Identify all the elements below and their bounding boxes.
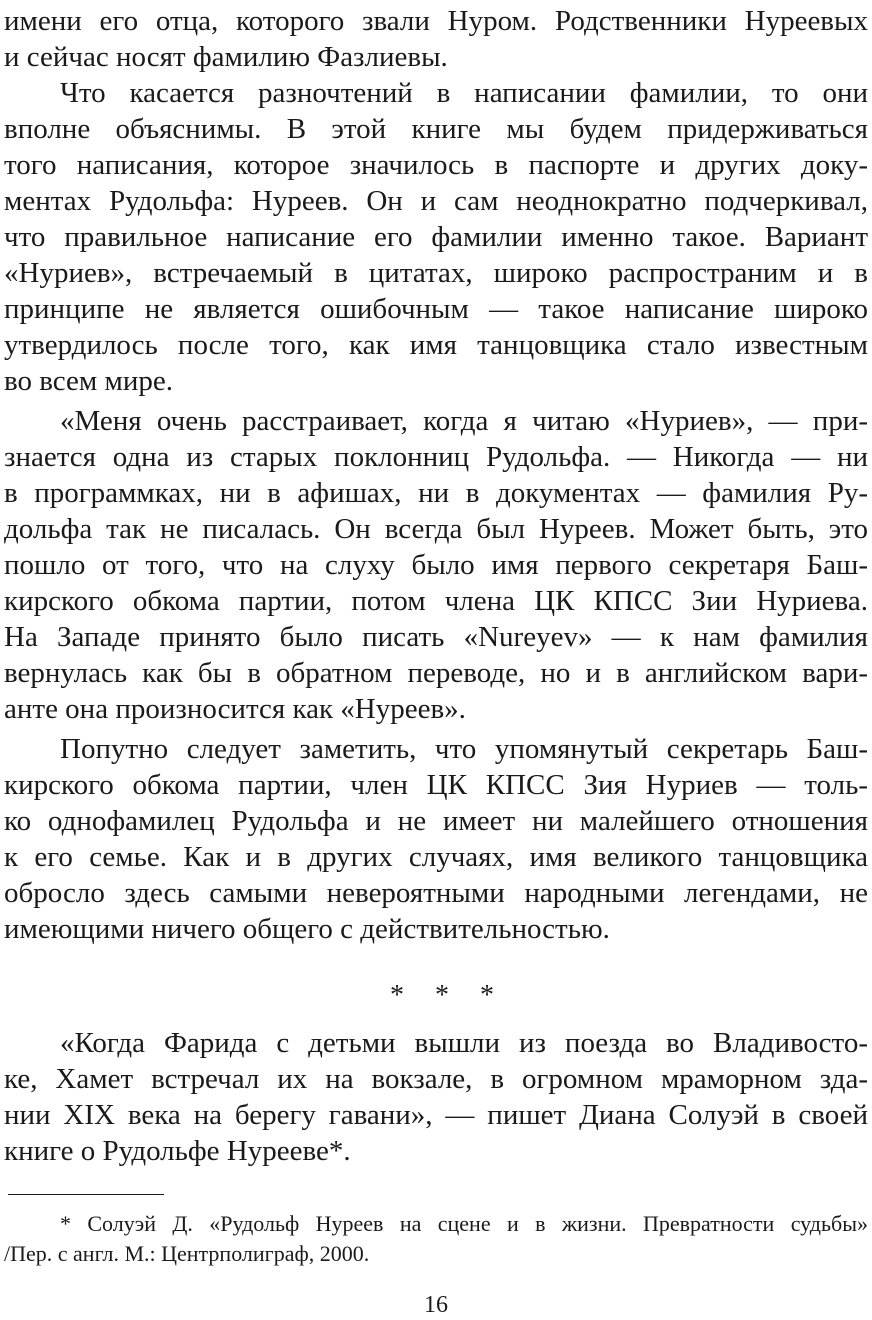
page-number: 16 xyxy=(424,1292,448,1318)
text-line: кирского обкома партии, член ЦК КПСС Зия Нуриев — толь- xyxy=(4,769,868,801)
text-line: нии XIX века на берегу гавани», — пишет Диана Солуэй в своей xyxy=(4,1099,868,1131)
text-line: кирского обкома партии, потом члена ЦК КПСС Зии Нуриева. xyxy=(4,585,868,617)
text-line: во всем мире. xyxy=(4,365,173,397)
text-line: что правильное написание его фамилии именно такое. Вариант xyxy=(4,221,868,253)
text-line: дольфа так не писалась. Он всегда был Нуреев. Может быть, это xyxy=(4,513,868,545)
text-line: имеющими ничего общего с действительностью. xyxy=(4,913,610,945)
text-line: того написания, которое значилось в паспорте и других доку- xyxy=(4,149,868,181)
text-line: ментах Рудольфа: Нуреев. Он и сам неоднократно подчеркивал, xyxy=(4,185,868,217)
text-line: вполне объяснимы. В этой книге мы будем придерживаться xyxy=(4,113,868,145)
text-line: и сейчас носят фамилию Фазлиевы. xyxy=(4,41,448,73)
text-line: пошло от того, что на слуху было имя первого секретаря Баш- xyxy=(4,549,868,581)
text-line: знается одна из старых поклонниц Рудольфа. — Никогда — ни xyxy=(4,441,868,473)
footnote-line: * Солуэй Д. «Рудольф Нуреев на сцене и в жизни. Превратности судьбы» xyxy=(60,1211,868,1236)
footnote-line: /Пер. с англ. М.: Центрполиграф, 2000. xyxy=(4,1241,370,1266)
section-separator: * * * xyxy=(390,980,506,1011)
text-line: «Когда Фарида с детьми вышли из поезда во Владивосто- xyxy=(60,1027,868,1059)
text-line: На Западе принято было писать «Nureyev» — к нам фамилия xyxy=(4,621,868,653)
text-line: «Нуриев», встречаемый в цитатах, широко распространим и в xyxy=(4,257,868,289)
text-line: «Меня очень расстраивает, когда я читаю «Нуриев», — при- xyxy=(60,405,868,437)
text-line: имени его отца, которого звали Нуром. Родственники Нуреевых xyxy=(4,5,868,37)
text-line: принципе не является ошибочным — такое написание широко xyxy=(4,293,868,325)
text-line: анте она произносится как «Нуреев». xyxy=(4,693,466,725)
text-line: Что касается разночтений в написании фамилии, то они xyxy=(60,77,868,109)
text-line: вернулась как бы в обратном переводе, но и в английском вари- xyxy=(4,657,868,689)
text-line: книге о Рудольфе Нурееве*. xyxy=(4,1135,351,1167)
text-line: в программках, ни в афишах, ни в документах — фамилия Ру- xyxy=(4,477,868,509)
text-line: обросло здесь самыми невероятными народными легендами, не xyxy=(4,877,868,909)
text-line: утвердилось после того, как имя танцовщика стало известным xyxy=(4,329,868,361)
text-line: ко однофамилец Рудольфа и не имеет ни малейшего отношения xyxy=(4,805,868,837)
text-line: Попутно следует заметить, что упомянутый секретарь Баш- xyxy=(60,733,868,765)
footnote-divider xyxy=(8,1194,164,1195)
text-line: ке, Хамет встречал их на вокзале, в огромном мраморном зда- xyxy=(4,1063,868,1095)
text-line: к его семье. Как и в других случаях, имя великого танцовщика xyxy=(4,841,868,873)
